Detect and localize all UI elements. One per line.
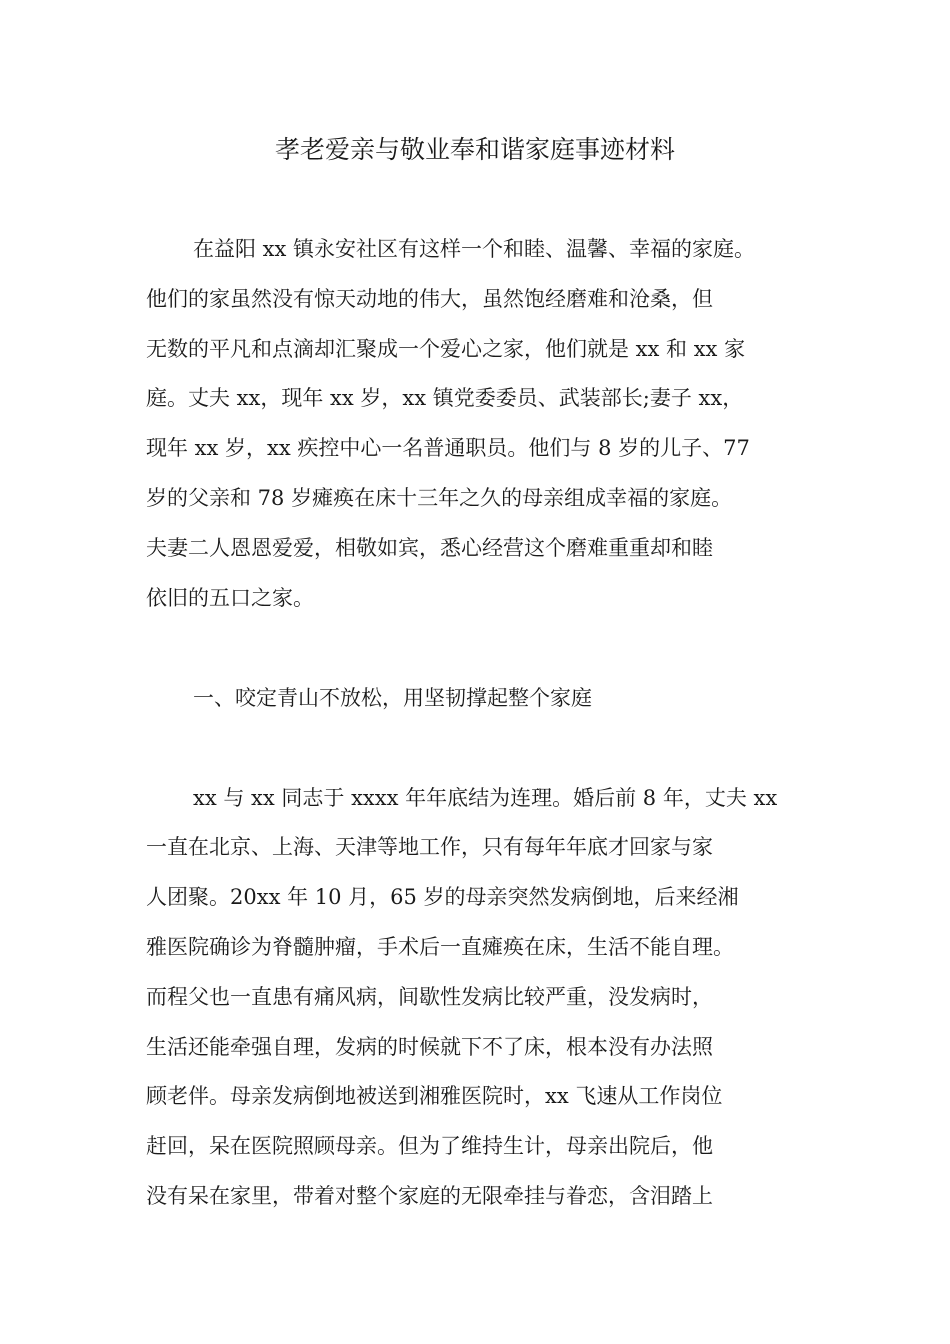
text-line: 顾老伴。母亲发病倒地被送到湘雅医院时，xx 飞速从工作岗位 (146, 1084, 723, 1108)
text-line: 现年 xx 岁，xx 疾控中心一名普通职员。他们与 8 岁的儿子、77 (146, 436, 750, 460)
text-line: 一直在北京、上海、天津等地工作，只有每年年底才回家与家 (146, 835, 713, 859)
text-line: 赶回，呆在医院照顾母亲。但为了维持生计，母亲出院后，他 (146, 1134, 713, 1158)
section-heading: 一、咬定青山不放松，用坚韧撑起整个家庭 (193, 686, 592, 710)
document-title: 孝老爱亲与敬业奉和谐家庭事迹材料 (274, 135, 675, 164)
text-line: 在益阳 xx 镇永安社区有这样一个和睦、温馨、幸福的家庭。 (193, 237, 756, 261)
text-line: 庭。丈夫 xx，现年 xx 岁，xx 镇党委委员、武装部长;妻子 xx， (146, 386, 744, 410)
text-line: 依旧的五口之家。 (146, 586, 314, 610)
text-line: 而程父也一直患有痛风病，间歇性发病比较严重，没发病时， (146, 985, 713, 1009)
text-line: xx 与 xx 同志于 xxxx 年年底结为连理。婚后前 8 年，丈夫 xx (193, 786, 778, 810)
text-line: 没有呆在家里，带着对整个家庭的无限牵挂与眷恋，含泪踏上 (146, 1184, 713, 1208)
text-line: 他们的家虽然没有惊天动地的伟大，虽然饱经磨难和沧桑，但 (146, 287, 713, 311)
text-line: 人团聚。20xx 年 10 月，65 岁的母亲突然发病倒地，后来经湘 (146, 885, 739, 909)
text-line: 生活还能牵强自理，发病的时候就下不了床，根本没有办法照 (146, 1035, 713, 1059)
text-line: 岁的父亲和 78 岁瘫痪在床十三年之久的母亲组成幸福的家庭。 (146, 486, 733, 510)
text-line: 夫妻二人恩恩爱爱，相敬如宾，悉心经营这个磨难重重却和睦 (146, 536, 713, 560)
text-line: 无数的平凡和点滴却汇聚成一个爱心之家，他们就是 xx 和 xx 家 (146, 337, 746, 361)
text-line: 雅医院确诊为脊髓肿瘤，手术后一直瘫痪在床，生活不能自理。 (146, 935, 734, 959)
